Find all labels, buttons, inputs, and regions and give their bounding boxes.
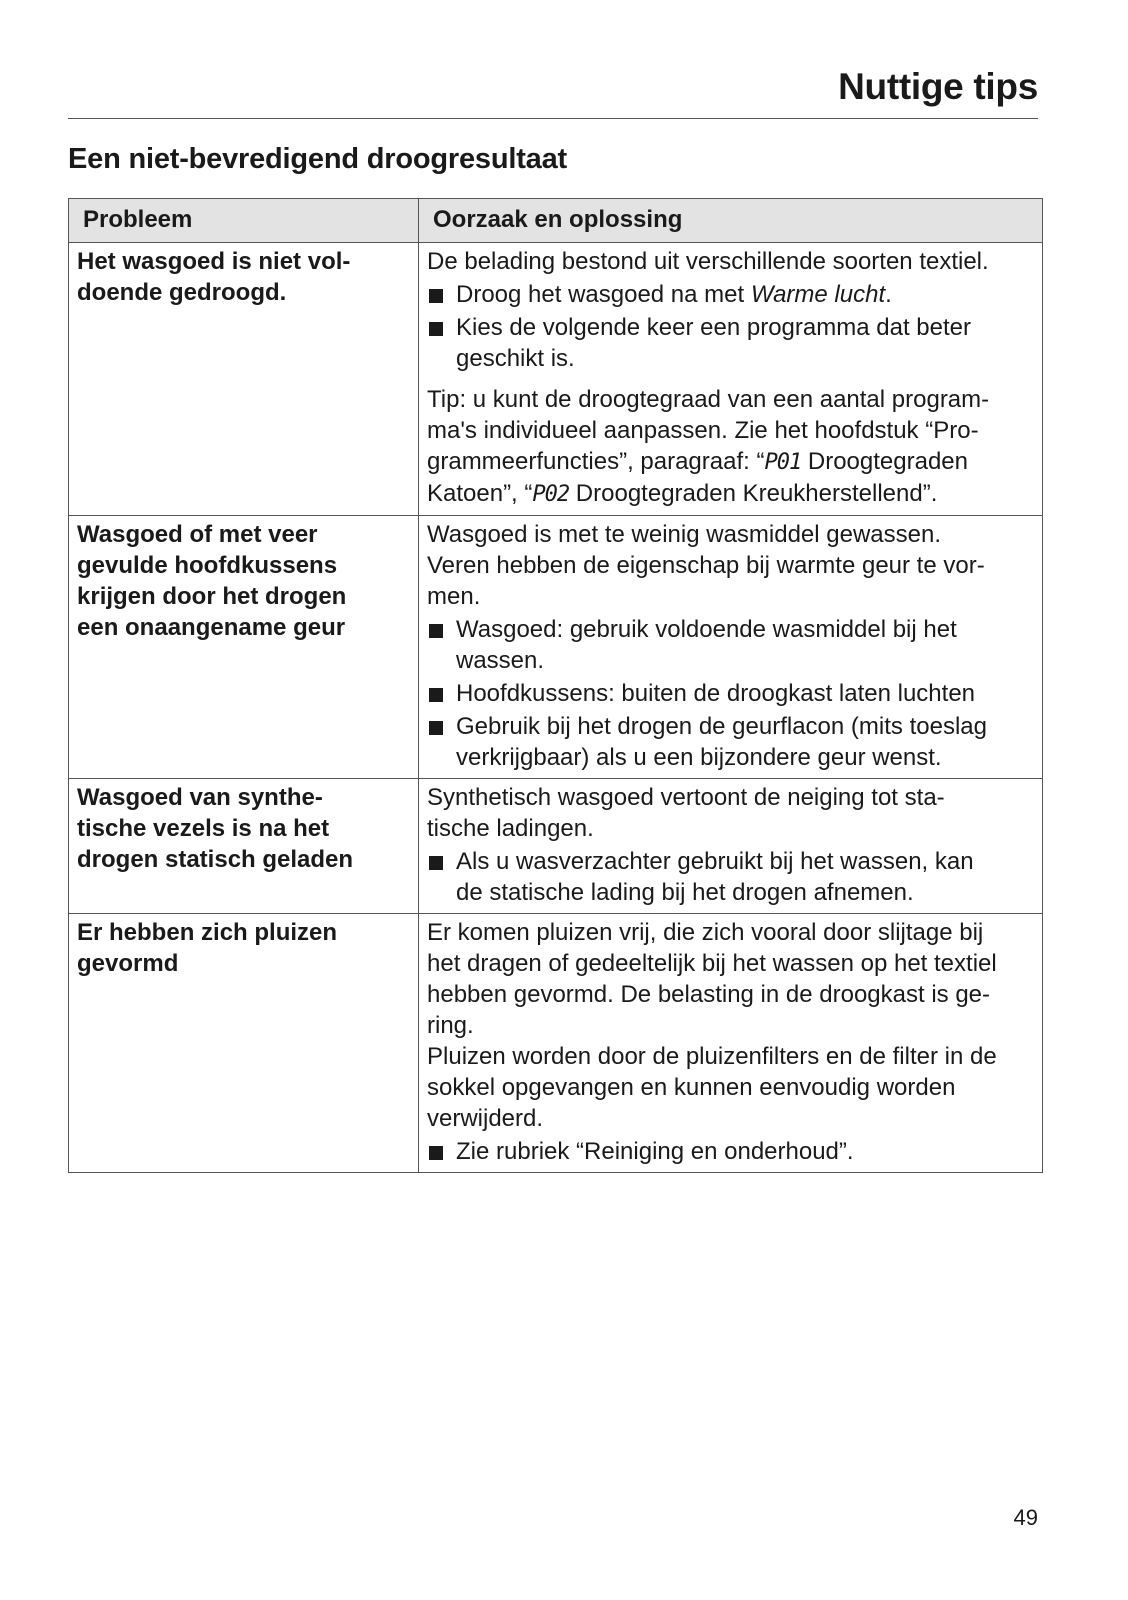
bullet-text: Gebruik bij het drogen de geurflacon (mits toeslag <box>456 713 987 740</box>
page-number: 49 <box>1013 1505 1038 1530</box>
cause-text: Veren hebben de eigenschap bij warmte geur te vor- <box>427 552 985 579</box>
cause-text: sokkel opgevangen en kunnen eenvoudig worden <box>427 1074 956 1101</box>
solution-bullet <box>427 711 1034 773</box>
problem-text: tische vezels is na het <box>77 815 330 842</box>
problem-text: Wasgoed of met veer <box>77 521 318 548</box>
table-row <box>69 914 1043 1173</box>
cause-text: Synthetisch wasgoed vertoont de neiging tot sta- <box>427 784 945 811</box>
square-bullet-icon <box>429 624 443 638</box>
cause-text: ring. <box>427 1012 474 1039</box>
solution-bullet <box>427 846 1034 908</box>
square-bullet-icon <box>429 322 443 336</box>
header-cause: Oorzaak en oplossing <box>419 199 1043 243</box>
bullet-text: Droog het wasgoed na met <box>456 281 751 308</box>
cause-text: het dragen of gedeeltelijk bij het wassen op het textiel <box>427 950 997 977</box>
cause-text: Pluizen worden door de pluizenfilters en de filter in de <box>427 1043 997 1070</box>
table-row <box>69 516 1043 779</box>
problem-cell <box>69 516 419 779</box>
cause-intro <box>427 917 1034 1134</box>
cause-intro <box>427 782 1034 844</box>
bullet-text: wassen. <box>456 647 545 674</box>
problem-text: doende gedroogd. <box>77 279 287 306</box>
table-header-row <box>69 199 1043 243</box>
tip-text: grammeerfuncties”, paragraaf: “ <box>427 448 765 475</box>
cause-text: tische ladingen. <box>427 815 594 842</box>
cause-text: hebben gevormd. De belasting in de droogkast is ge- <box>427 981 991 1008</box>
cause-text: men. <box>427 583 481 610</box>
cause-intro <box>427 519 1034 612</box>
chapter-title: Nuttige tips <box>838 66 1038 107</box>
bullet-text: Wasgoed: gebruik voldoende wasmiddel bij het <box>456 616 957 643</box>
bullet-text: de statische lading bij het drogen afnemen. <box>456 879 914 906</box>
bullet-text: Als u wasverzachter gebruikt bij het wassen, kan <box>456 848 974 875</box>
square-bullet-icon <box>429 289 443 303</box>
problem-text: gevulde hoofdkussens <box>77 552 338 579</box>
table-row <box>69 779 1043 914</box>
problem-text: krijgen door het drogen <box>77 583 347 610</box>
tip-text: Droogtegraden Kreukherstellend”. <box>569 480 938 507</box>
cause-text: Er komen pluizen vrij, die zich vooral door slijtage bij <box>427 919 984 946</box>
problem-cell <box>69 243 419 516</box>
solution-bullet <box>427 678 1034 709</box>
problem-text: gevormd <box>77 950 179 977</box>
tip-text: Katoen”, “ <box>427 480 533 507</box>
cause-text: Wasgoed is met te weinig wasmiddel gewassen. <box>427 521 942 548</box>
bullet-text: geschikt is. <box>456 345 575 372</box>
square-bullet-icon <box>429 688 443 702</box>
bullet-text: Zie rubriek “Reiniging en onderhoud”. <box>456 1138 854 1165</box>
section-title: Een niet-bevredigend droogresultaat <box>68 143 567 175</box>
solution-bullet <box>427 614 1034 676</box>
cause-cell <box>419 243 1043 516</box>
bullet-text: verkrijgbaar) als u een bijzondere geur wenst. <box>456 744 942 771</box>
problem-cell <box>69 779 419 914</box>
tip-text: ma's individueel aanpassen. Zie het hoofdstuk “Pro- <box>427 417 979 444</box>
problem-text: een onaangename geur <box>77 614 346 641</box>
bullet-text: Hoofdkussens: buiten de droogkast laten luchten <box>456 680 976 707</box>
solution-bullet <box>427 279 1034 310</box>
solution-bullet <box>427 1136 1034 1167</box>
problem-text: Er hebben zich pluizen <box>77 919 338 946</box>
bullet-text: . <box>885 281 892 308</box>
header-divider <box>68 118 1038 119</box>
cause-cell <box>419 914 1043 1173</box>
problem-text: drogen statisch geladen <box>77 846 354 873</box>
solution-bullet <box>427 312 1034 374</box>
tip-text: Tip: u kunt de droogtegraad van een aantal program- <box>427 386 990 413</box>
troubleshooting-table <box>68 198 1043 1173</box>
problem-text: Wasgoed van synthe- <box>77 784 323 811</box>
square-bullet-icon <box>429 856 443 870</box>
header-problem: Probleem <box>69 199 419 243</box>
square-bullet-icon <box>429 1146 443 1160</box>
square-bullet-icon <box>429 721 443 735</box>
problem-text: Het wasgoed is niet vol- <box>77 248 351 275</box>
problem-cell <box>69 914 419 1173</box>
tip-paragraph <box>427 384 1034 510</box>
cause-intro: De belading bestond uit verschillende soorten textiel. <box>427 248 989 275</box>
program-name: Warme lucht <box>750 281 886 308</box>
tip-text: Droogtegraden <box>801 448 968 475</box>
table-row <box>69 243 1043 516</box>
cause-text: verwijderd. <box>427 1105 544 1132</box>
cause-cell <box>419 779 1043 914</box>
display-code-p01: P01 <box>764 450 802 475</box>
bullet-text: Kies de volgende keer een programma dat beter <box>456 314 971 341</box>
display-code-p02: P02 <box>532 482 570 507</box>
cause-cell <box>419 516 1043 779</box>
